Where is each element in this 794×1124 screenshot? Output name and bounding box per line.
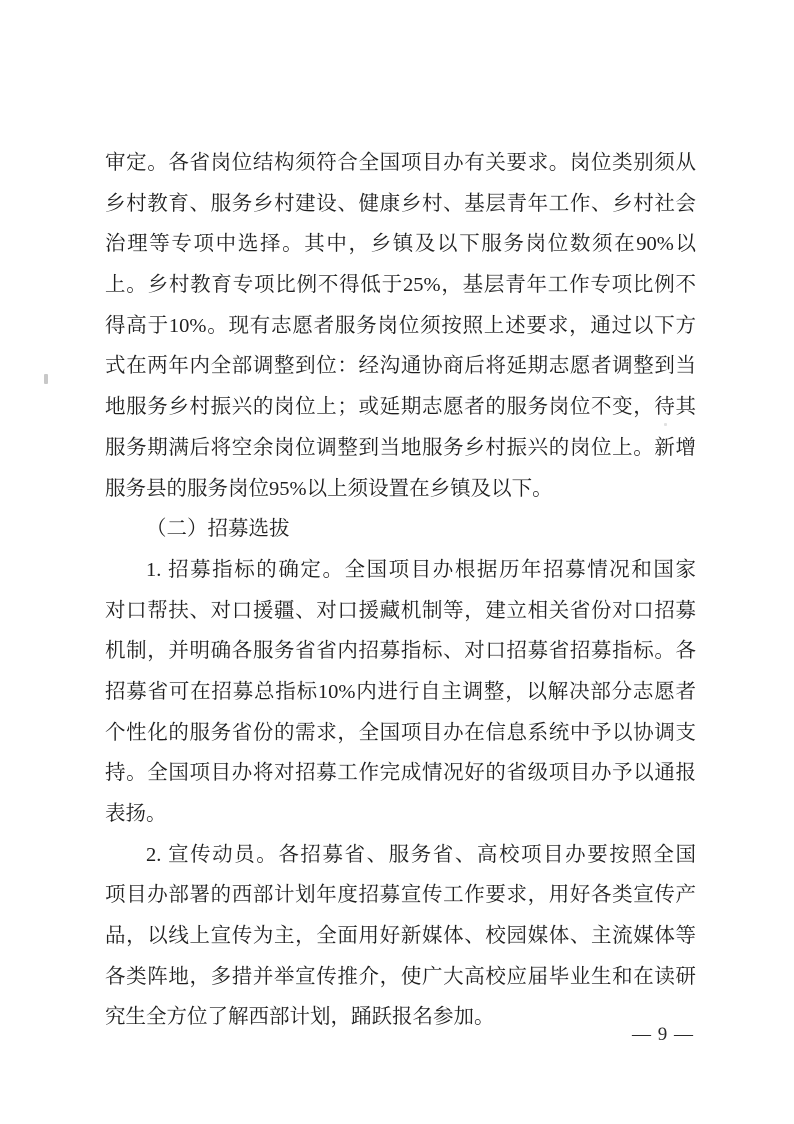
text-line: 各类阵地，多措并举宣传推介，使广大高校应届毕业生和在读研 [105, 965, 696, 988]
text-line: 服务县的服务岗位95%以上须设置在乡镇及以下。 [105, 477, 553, 500]
scan-artifact-speck [44, 374, 48, 384]
scan-artifact-speck [664, 423, 667, 426]
text-line: 对口帮扶、对口援疆、对口援藏机制等，建立相关省份对口招募 [105, 599, 696, 622]
text-line: 乡村教育、服务乡村建设、健康乡村、基层青年工作、乡村社会 [105, 192, 696, 215]
text-line: 地服务乡村振兴的岗位上；或延期志愿者的服务岗位不变，待其 [105, 396, 696, 419]
heading-section-2 [105, 509, 696, 550]
page-number: — 9 — [632, 1024, 694, 1045]
text-line: 招募省可在招募总指标10%内进行自主调整，以解决部分志愿者 [105, 680, 696, 703]
text-line: 究生全方位了解西部计划，踊跃报名参加。 [105, 1006, 495, 1029]
paragraph-item-2 [105, 835, 696, 1038]
document-body [105, 143, 696, 1038]
text-line: 得高于10%。现有志愿者服务岗位须按照上述要求，通过以下方 [105, 314, 696, 337]
paragraph-continuation [105, 143, 696, 509]
text-line: 机制，并明确各服务省省内招募指标、对口招募省招募指标。各 [105, 640, 696, 663]
text-line: 2. 宣传动员。各招募省、服务省、高校项目办要按照全国 [146, 843, 696, 866]
text-line: 1. 招募指标的确定。全国项目办根据历年招募情况和国家 [146, 558, 696, 581]
text-line: 式在两年内全部调整到位：经沟通协商后将延期志愿者调整到当 [105, 355, 696, 378]
text-line: 上。乡村教育专项比例不得低于25%，基层青年工作专项比例不 [105, 274, 696, 297]
text-line: 品，以线上宣传为主，全面用好新媒体、校园媒体、主流媒体等 [105, 925, 696, 948]
text-line: 项目办部署的西部计划年度招募宣传工作要求，用好各类宣传产 [105, 884, 696, 907]
text-line: 表扬。 [105, 803, 167, 825]
text-line: （二）招募选拔 [146, 518, 290, 541]
text-line: 服务期满后将空余岗位调整到当地服务乡村振兴的岗位上。新增 [105, 436, 696, 459]
paragraph-item-1 [105, 550, 696, 835]
text-line: 治理等专项中选择。其中，乡镇及以下服务岗位数须在90%以 [105, 233, 696, 256]
text-line: 审定。各省岗位结构须符合全国项目办有关要求。岗位类别须从 [105, 152, 696, 174]
text-line: 持。全国项目办将对招募工作完成情况好的省级项目办予以通报 [105, 762, 696, 785]
text-line: 个性化的服务省份的需求，全国项目办在信息系统中予以协调支 [105, 721, 696, 744]
